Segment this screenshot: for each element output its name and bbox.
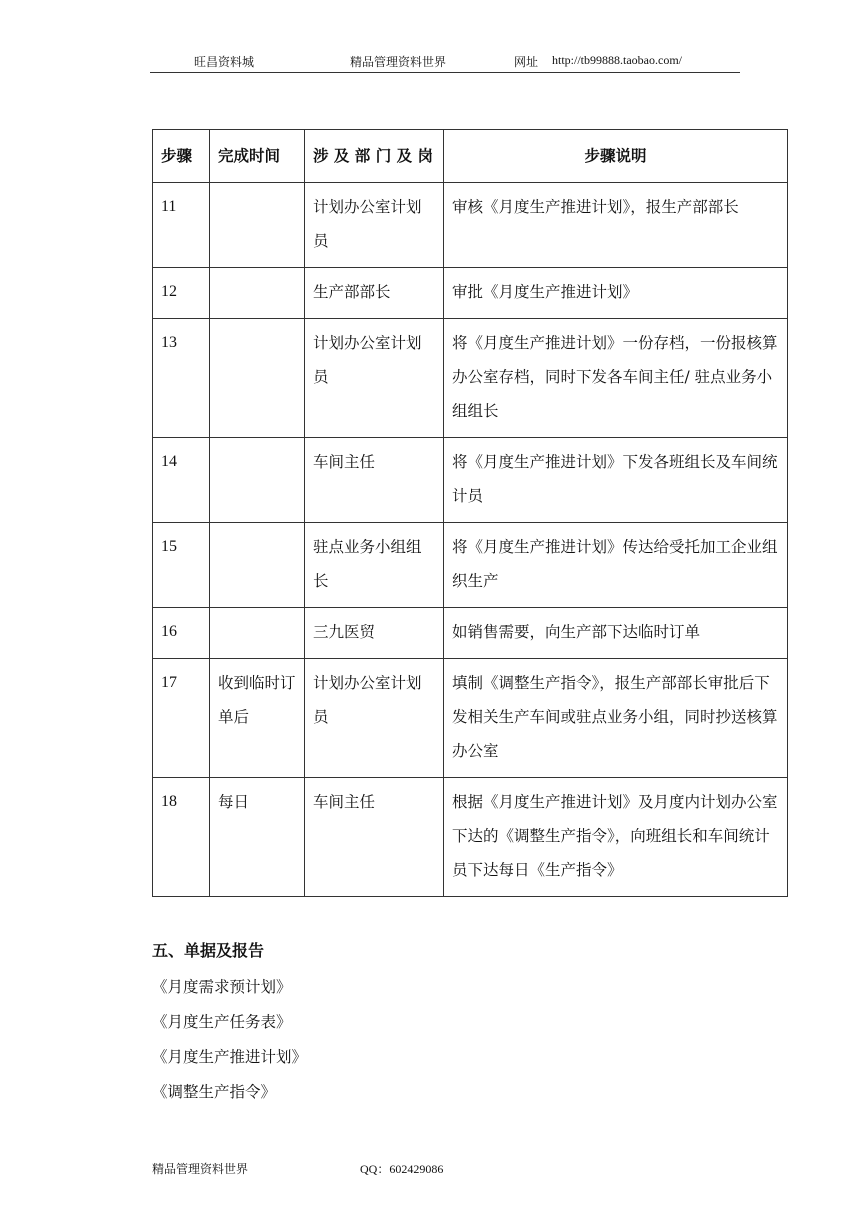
step-dept: 车间主任 [305,438,444,523]
step-number: 18 [153,778,210,897]
step-desc: 如销售需要，向生产部下达临时订单 [444,608,788,659]
header-site-name: 旺昌资料城 [194,55,255,69]
table-row [153,183,788,268]
step-time: 收到临时订单后 [210,659,305,778]
header-url-link[interactable]: http://tb99888.taobao.com/ [552,53,682,67]
footer-qq: QQ：602429086 [360,1162,444,1176]
step-desc: 将《月度生产推进计划》传达给受托加工企业组织生产 [444,523,788,608]
step-dept: 计划办公室计划员 [305,319,444,438]
step-desc: 审核《月度生产推进计划》，报生产部部长 [444,183,788,268]
step-desc: 将《月度生产推进计划》下发各班组长及车间统计员 [444,438,788,523]
footer-slogan: 精品管理资料世界 [152,1162,249,1176]
step-time [210,608,305,659]
list-item: 《月度需求预计划》 [152,978,292,996]
step-desc: 根据《月度生产推进计划》及月度内计划办公室下达的《调整生产指令》，向班组长和车间统计员下达每日《生产指令》 [444,778,788,897]
step-number: 11 [153,183,210,268]
process-steps-table [152,129,788,897]
column-header-desc: 步骤说明 [444,130,788,183]
step-number: 16 [153,608,210,659]
step-number: 15 [153,523,210,608]
step-number: 12 [153,268,210,319]
step-time [210,183,305,268]
step-time [210,319,305,438]
table-row [153,659,788,778]
step-dept: 计划办公室计划员 [305,659,444,778]
step-dept: 驻点业务小组组长 [305,523,444,608]
table-row [153,608,788,659]
step-desc: 填制《调整生产指令》，报生产部部长审批后下发相关生产车间或驻点业务小组，同时抄送核算办公室 [444,659,788,778]
document-list [152,970,307,1110]
list-item: 《月度生产任务表》 [152,1013,292,1031]
list-item: 《月度生产推进计划》 [152,1048,308,1066]
header-slogan: 精品管理资料世界 [350,55,447,69]
step-time: 每日 [210,778,305,897]
step-number: 17 [153,659,210,778]
step-time [210,438,305,523]
step-dept: 三九医贸 [305,608,444,659]
step-desc: 审批《月度生产推进计划》 [444,268,788,319]
step-desc: 将《月度生产推进计划》一份存档，一份报核算办公室存档，同时下发各车间主任/ 驻点业务小组组长 [444,319,788,438]
step-time [210,523,305,608]
section-title: 五、单据及报告 [152,941,265,960]
step-dept: 生产部部长 [305,268,444,319]
list-item: 《调整生产指令》 [152,1083,277,1101]
step-number: 14 [153,438,210,523]
header-url-label: 网址 [514,55,539,69]
table-row [153,268,788,319]
table-header-row [153,130,788,183]
step-dept: 车间主任 [305,778,444,897]
step-time [210,268,305,319]
step-dept: 计划办公室计划员 [305,183,444,268]
column-header-step: 步骤 [153,130,210,183]
table-row [153,523,788,608]
column-header-time: 完成时间 [210,130,305,183]
page-header [150,52,740,73]
table-row [153,438,788,523]
step-number: 13 [153,319,210,438]
table-row [153,319,788,438]
column-header-dept: 涉 及 部 门 及 岗 [305,130,444,183]
table-row [153,778,788,897]
